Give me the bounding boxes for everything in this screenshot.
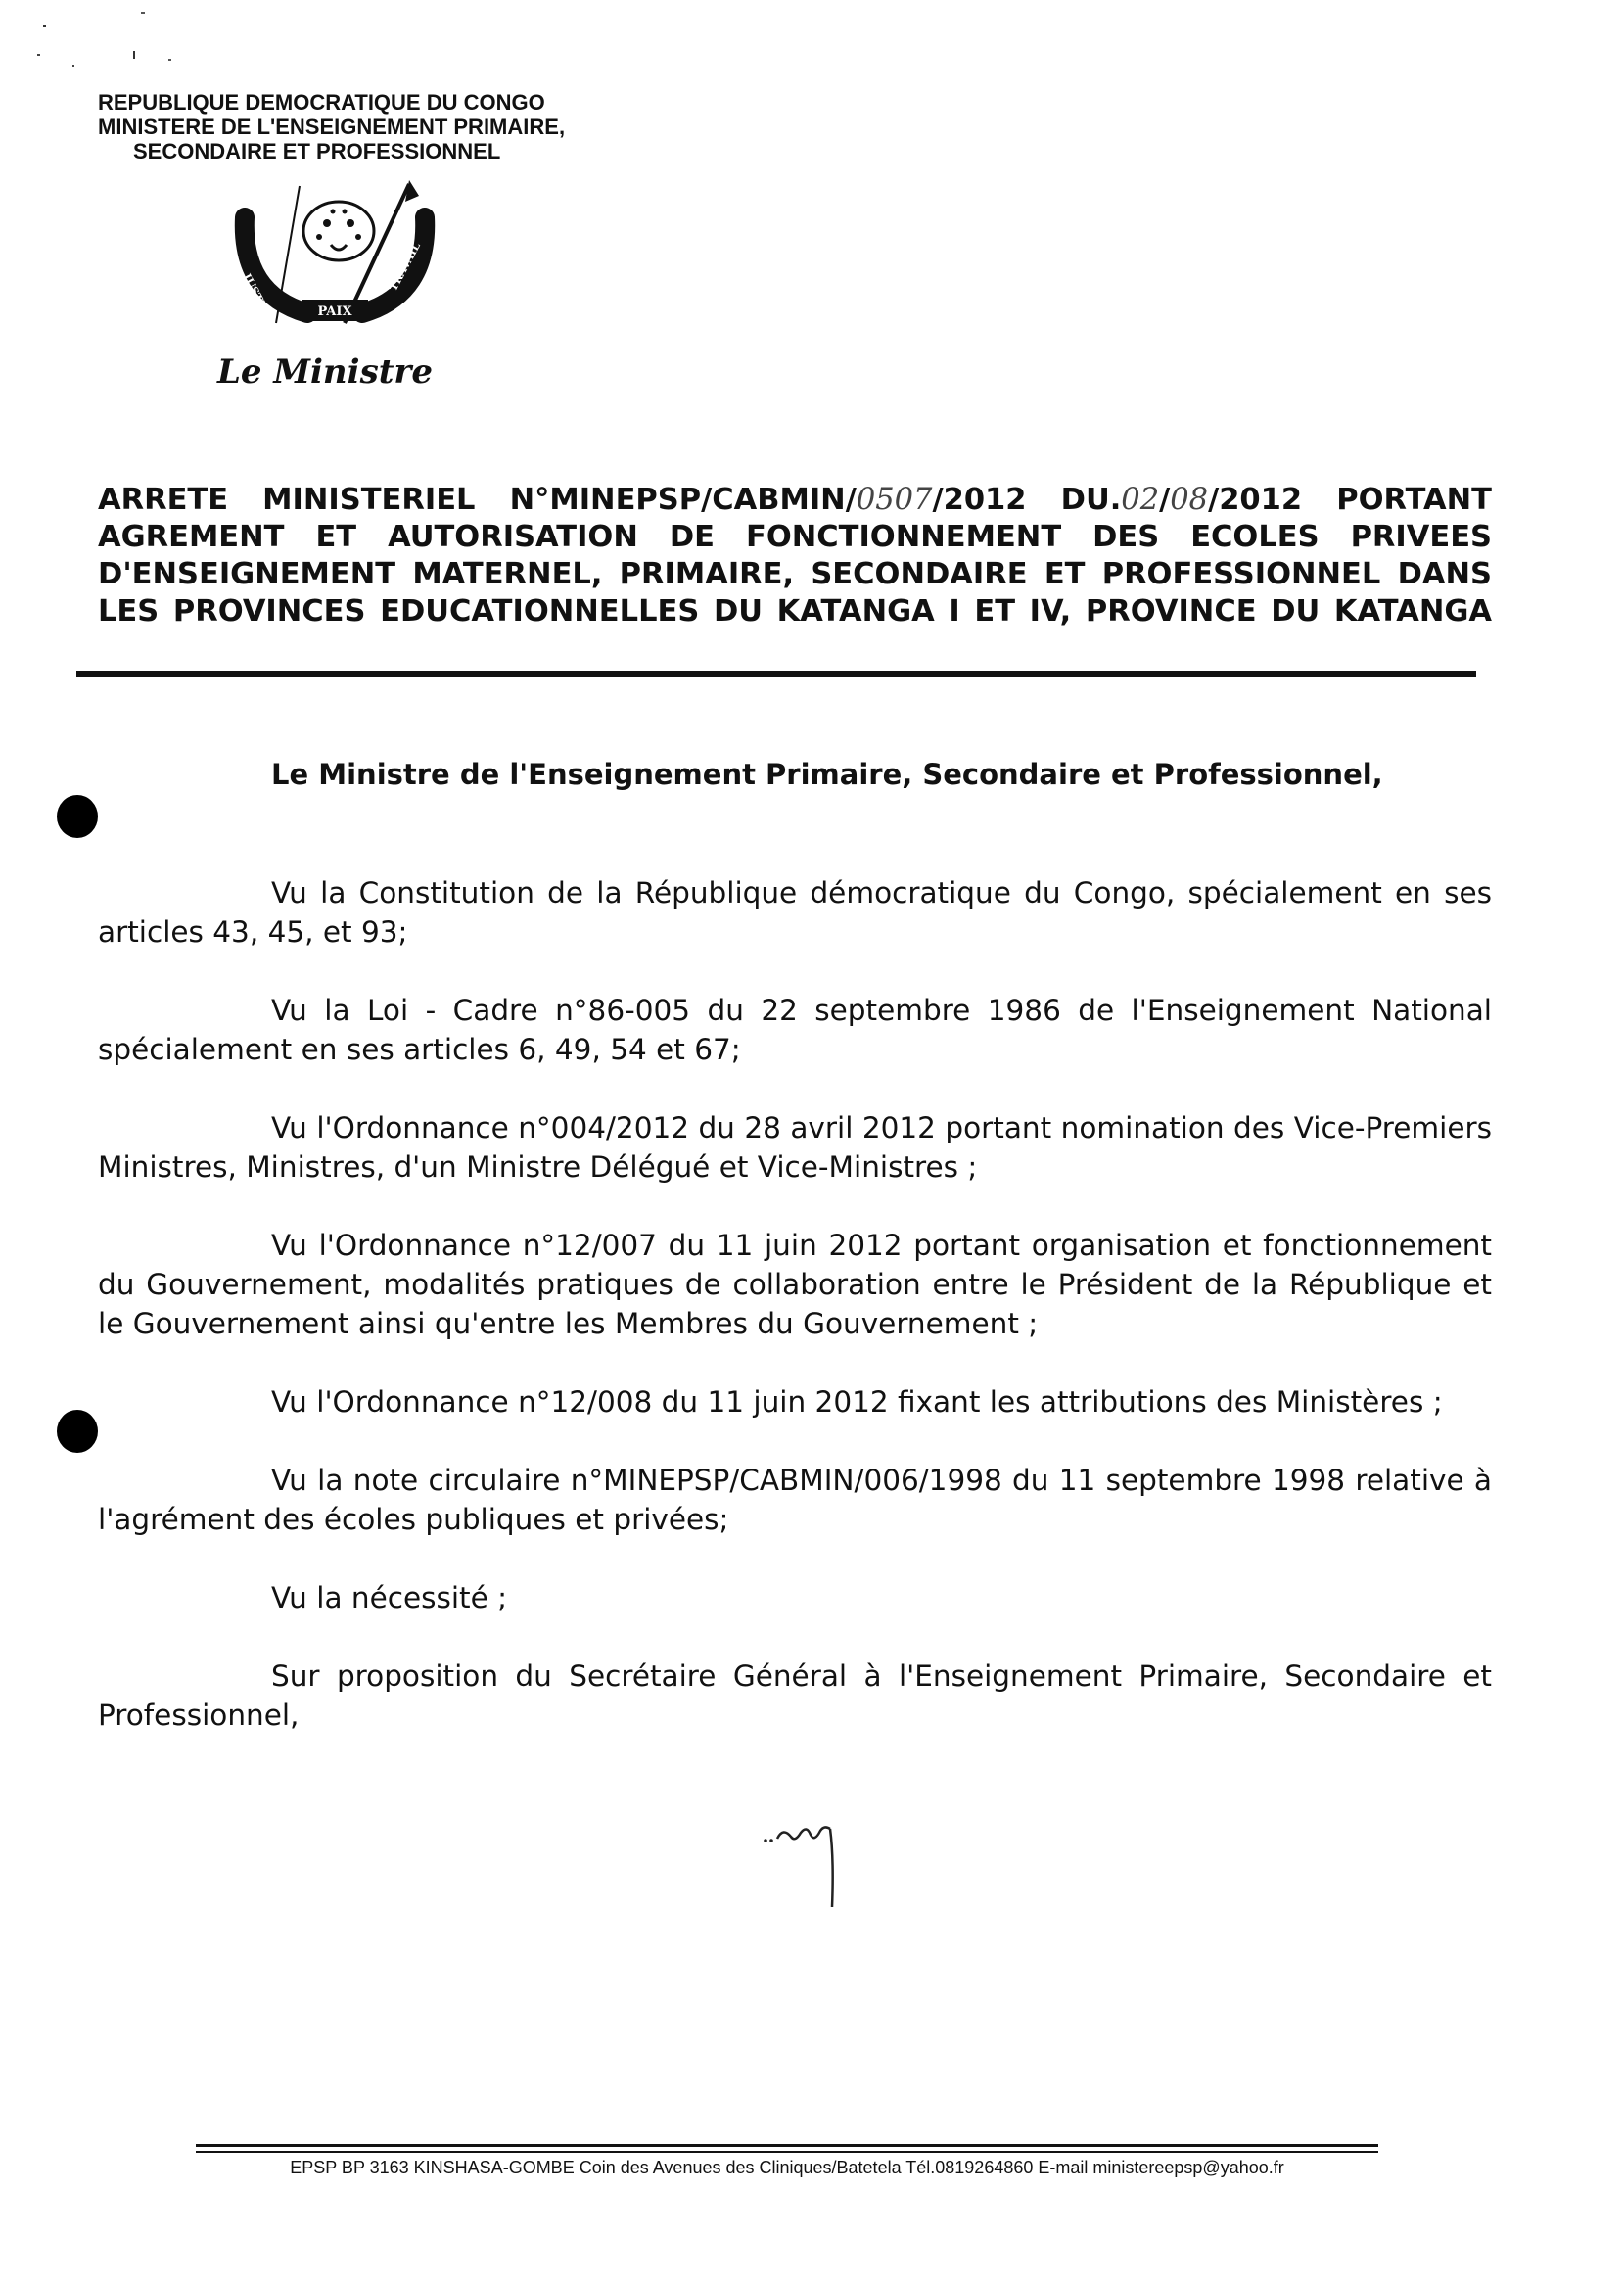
paragraph-ordonnance-007: Vu l'Ordonnance n°12/007 du 11 juin 2012 portant organisation et fonctionnement du Gouvernement, modalités pratiques de collaboration entre le Président de la République et le Gouvernement ainsi qu'entre les Membres du Gouvernement ; [98,1229,1492,1340]
decree-title [98,482,1492,630]
paragraph-ordonnance-008: Vu l'Ordonnance n°12/008 du 11 juin 2012 fixant les attributions des Ministères ; [271,1385,1443,1419]
paragraph-note-circulaire: Vu la note circulaire n°MINEPSP/CABMIN/006/1998 du 11 septembre 1998 relative à l'agrément des écoles publiques et privées; [98,1464,1492,1536]
punch-hole-top [57,795,98,838]
motto-paix: PAIX [317,304,352,319]
decree-month: 08 [1170,483,1209,517]
minister-label: Le Ministre [217,352,433,392]
footer-rule-thin [196,2151,1378,2153]
title-divider [76,671,1476,677]
paragraph-ordonnance-004: Vu l'Ordonnance n°004/2012 du 28 avril 2012 portant nomination des Vice-Premiers Ministres, Ministres, d'un Ministre Délégué et Vice-Ministres ; [98,1111,1492,1184]
decree-day: 02 [1121,483,1160,517]
header-line-country: REPUBLIQUE DEMOCRATIQUE DU CONGO [98,90,545,115]
paragraph-constitution: Vu la Constitution de la République démocratique du Congo, spécialement en ses articles 43, 45, et 93; [98,876,1492,949]
coat-of-arms-emblem [217,166,452,352]
scan-specks [0,0,215,88]
initials-signature [762,1819,859,1917]
title-prefix: ARRETE MINISTERIEL N°MINEPSP/CABMIN/ [98,483,857,517]
preamble-body [98,873,1492,1774]
preamble-subtitle: Le Ministre de l'Enseignement Primaire, Secondaire et Professionnel, [271,758,1383,791]
punch-hole-bottom [57,1410,98,1453]
footer-rule-thick [196,2144,1378,2147]
motto-justice: JUSTICE [240,271,276,324]
motto-travail: TRAVAIL [387,240,424,294]
footer-contact: EPSP BP 3163 KINSHASA-GOMBE Coin des Avenues des Cliniques/Batetela Tél.0819264860 E-mail ministereepsp@yahoo.fr [290,2158,1284,2177]
header-line-department: SECONDAIRE ET PROFESSIONNEL [133,139,501,163]
date-separator: / [1159,483,1171,517]
title-body: /2012 PORTANT AGREMENT ET AUTORISATION DE FONCTIONNEMENT DES ECOLES PRIVEES D'ENSEIGNEMENT MATERNEL, PRIMAIRE, SECONDAIRE ET PROFESSIONNEL DANS LES PROVINCES EDUCATIONNELLES DU KATANGA I ET IV, PROVINCE DU KATANGA [98,483,1492,629]
paragraph-loi-cadre: Vu la Loi - Cadre n°86-005 du 22 septembre 1986 de l'Enseignement National spécialement en ses articles 6, 49, 54 et 67; [98,994,1492,1066]
title-date-label: /2012 DU. [932,483,1122,517]
ministry-header [98,90,565,163]
paragraph-necessite: Vu la nécessité ; [271,1581,508,1614]
paragraph-proposition: Sur proposition du Secrétaire Général à l'Enseignement Primaire, Secondaire et Professionnel, [98,1659,1492,1732]
header-line-ministry: MINISTERE DE L'ENSEIGNEMENT PRIMAIRE, [98,115,566,139]
decree-number: 0507 [856,483,933,517]
